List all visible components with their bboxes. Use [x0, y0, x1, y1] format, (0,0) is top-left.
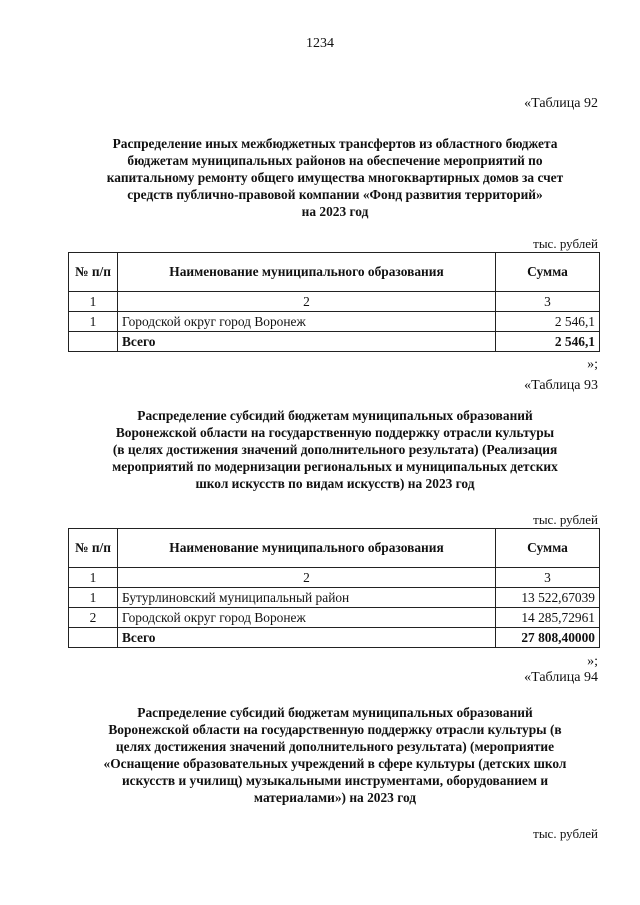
table-92-units: тыс. рублей: [533, 236, 598, 251]
index-cell: 2: [118, 568, 496, 588]
title-line: средств публично-правовой компании «Фонд развития территорий»: [127, 187, 543, 202]
row-name: Бутурлиновский муниципальный район: [118, 588, 496, 608]
table-row: [69, 588, 600, 608]
index-cell: 1: [69, 292, 118, 312]
table-94-units: тыс. рублей: [533, 826, 598, 841]
title-line: искусств и училищ) музыкальными инструментами, оборудованием и: [121, 773, 549, 788]
total-row: [69, 332, 600, 352]
total-sum: 27 808,40000: [496, 628, 600, 648]
title-line: целях достижения значений дополнительного результата) (мероприятие: [115, 739, 555, 754]
index-cell: 3: [496, 568, 600, 588]
table-93-closing: »;: [587, 654, 598, 669]
row-name: Городской округ город Воронеж: [118, 608, 496, 628]
total-row: [69, 628, 600, 648]
table-92-label: «Таблица 92: [524, 96, 598, 111]
title-line: материалами») на 2023 год: [253, 790, 417, 805]
table-93: [68, 528, 600, 648]
header-num: № п/п: [69, 529, 118, 568]
title-line: бюджетам муниципальных районов на обеспечение мероприятий по: [127, 153, 543, 168]
header-name: Наименование муниципального образования: [118, 529, 496, 568]
table-94-title: [70, 704, 600, 806]
header-row: [69, 529, 600, 568]
table-94-label: «Таблица 94: [524, 670, 598, 685]
title-line: Распределение субсидий бюджетам муниципальных образований: [137, 705, 533, 720]
table-93-label: «Таблица 93: [524, 378, 598, 393]
header-num: № п/п: [69, 253, 118, 292]
title-line: Распределение иных межбюджетных трансфертов из областного бюджета: [112, 136, 558, 151]
row-num: 1: [69, 312, 118, 332]
title-line: Воронежской области на государственную поддержку отрасли культуры (в: [108, 722, 562, 737]
table-93-units: тыс. рублей: [533, 512, 598, 527]
row-num: 2: [69, 608, 118, 628]
table-92-closing: »;: [587, 357, 598, 372]
header-name: Наименование муниципального образования: [118, 253, 496, 292]
table-92: [68, 252, 600, 352]
title-line: Воронежской области на государственную поддержку отрасли культуры: [115, 425, 555, 440]
index-cell: 1: [69, 568, 118, 588]
total-sum: 2 546,1: [496, 332, 600, 352]
total-label: Всего: [118, 628, 496, 648]
index-cell: 3: [496, 292, 600, 312]
index-cell: 2: [118, 292, 496, 312]
row-name: Городской округ город Воронеж: [118, 312, 496, 332]
row-sum: 2 546,1: [496, 312, 600, 332]
title-line: «Оснащение образовательных учреждений в сфере культуры (детских школ: [103, 756, 567, 771]
row-sum: 13 522,67039: [496, 588, 600, 608]
table-row: [69, 608, 600, 628]
header-sum: Сумма: [496, 253, 600, 292]
table-92-title: [70, 135, 600, 220]
total-num: [69, 332, 118, 352]
row-num: 1: [69, 588, 118, 608]
total-num: [69, 628, 118, 648]
table-row: [69, 312, 600, 332]
page-number: 1234: [306, 36, 334, 51]
row-sum: 14 285,72961: [496, 608, 600, 628]
title-line: на 2023 год: [301, 204, 369, 219]
table-93-title: [70, 407, 600, 492]
index-row: [69, 568, 600, 588]
title-line: школ искусств по видам искусств) на 2023 год: [195, 476, 475, 491]
header-row: [69, 253, 600, 292]
title-line: мероприятий по модернизации региональных и муниципальных детских: [112, 459, 558, 474]
total-label: Всего: [118, 332, 496, 352]
title-line: (в целях достижения значений дополнительного результата) (Реализация: [112, 442, 558, 457]
index-row: [69, 292, 600, 312]
title-line: Распределение субсидий бюджетам муниципальных образований: [137, 408, 533, 423]
title-line: капитальному ремонту общего имущества многоквартирных домов за счет: [106, 170, 564, 185]
header-sum: Сумма: [496, 529, 600, 568]
